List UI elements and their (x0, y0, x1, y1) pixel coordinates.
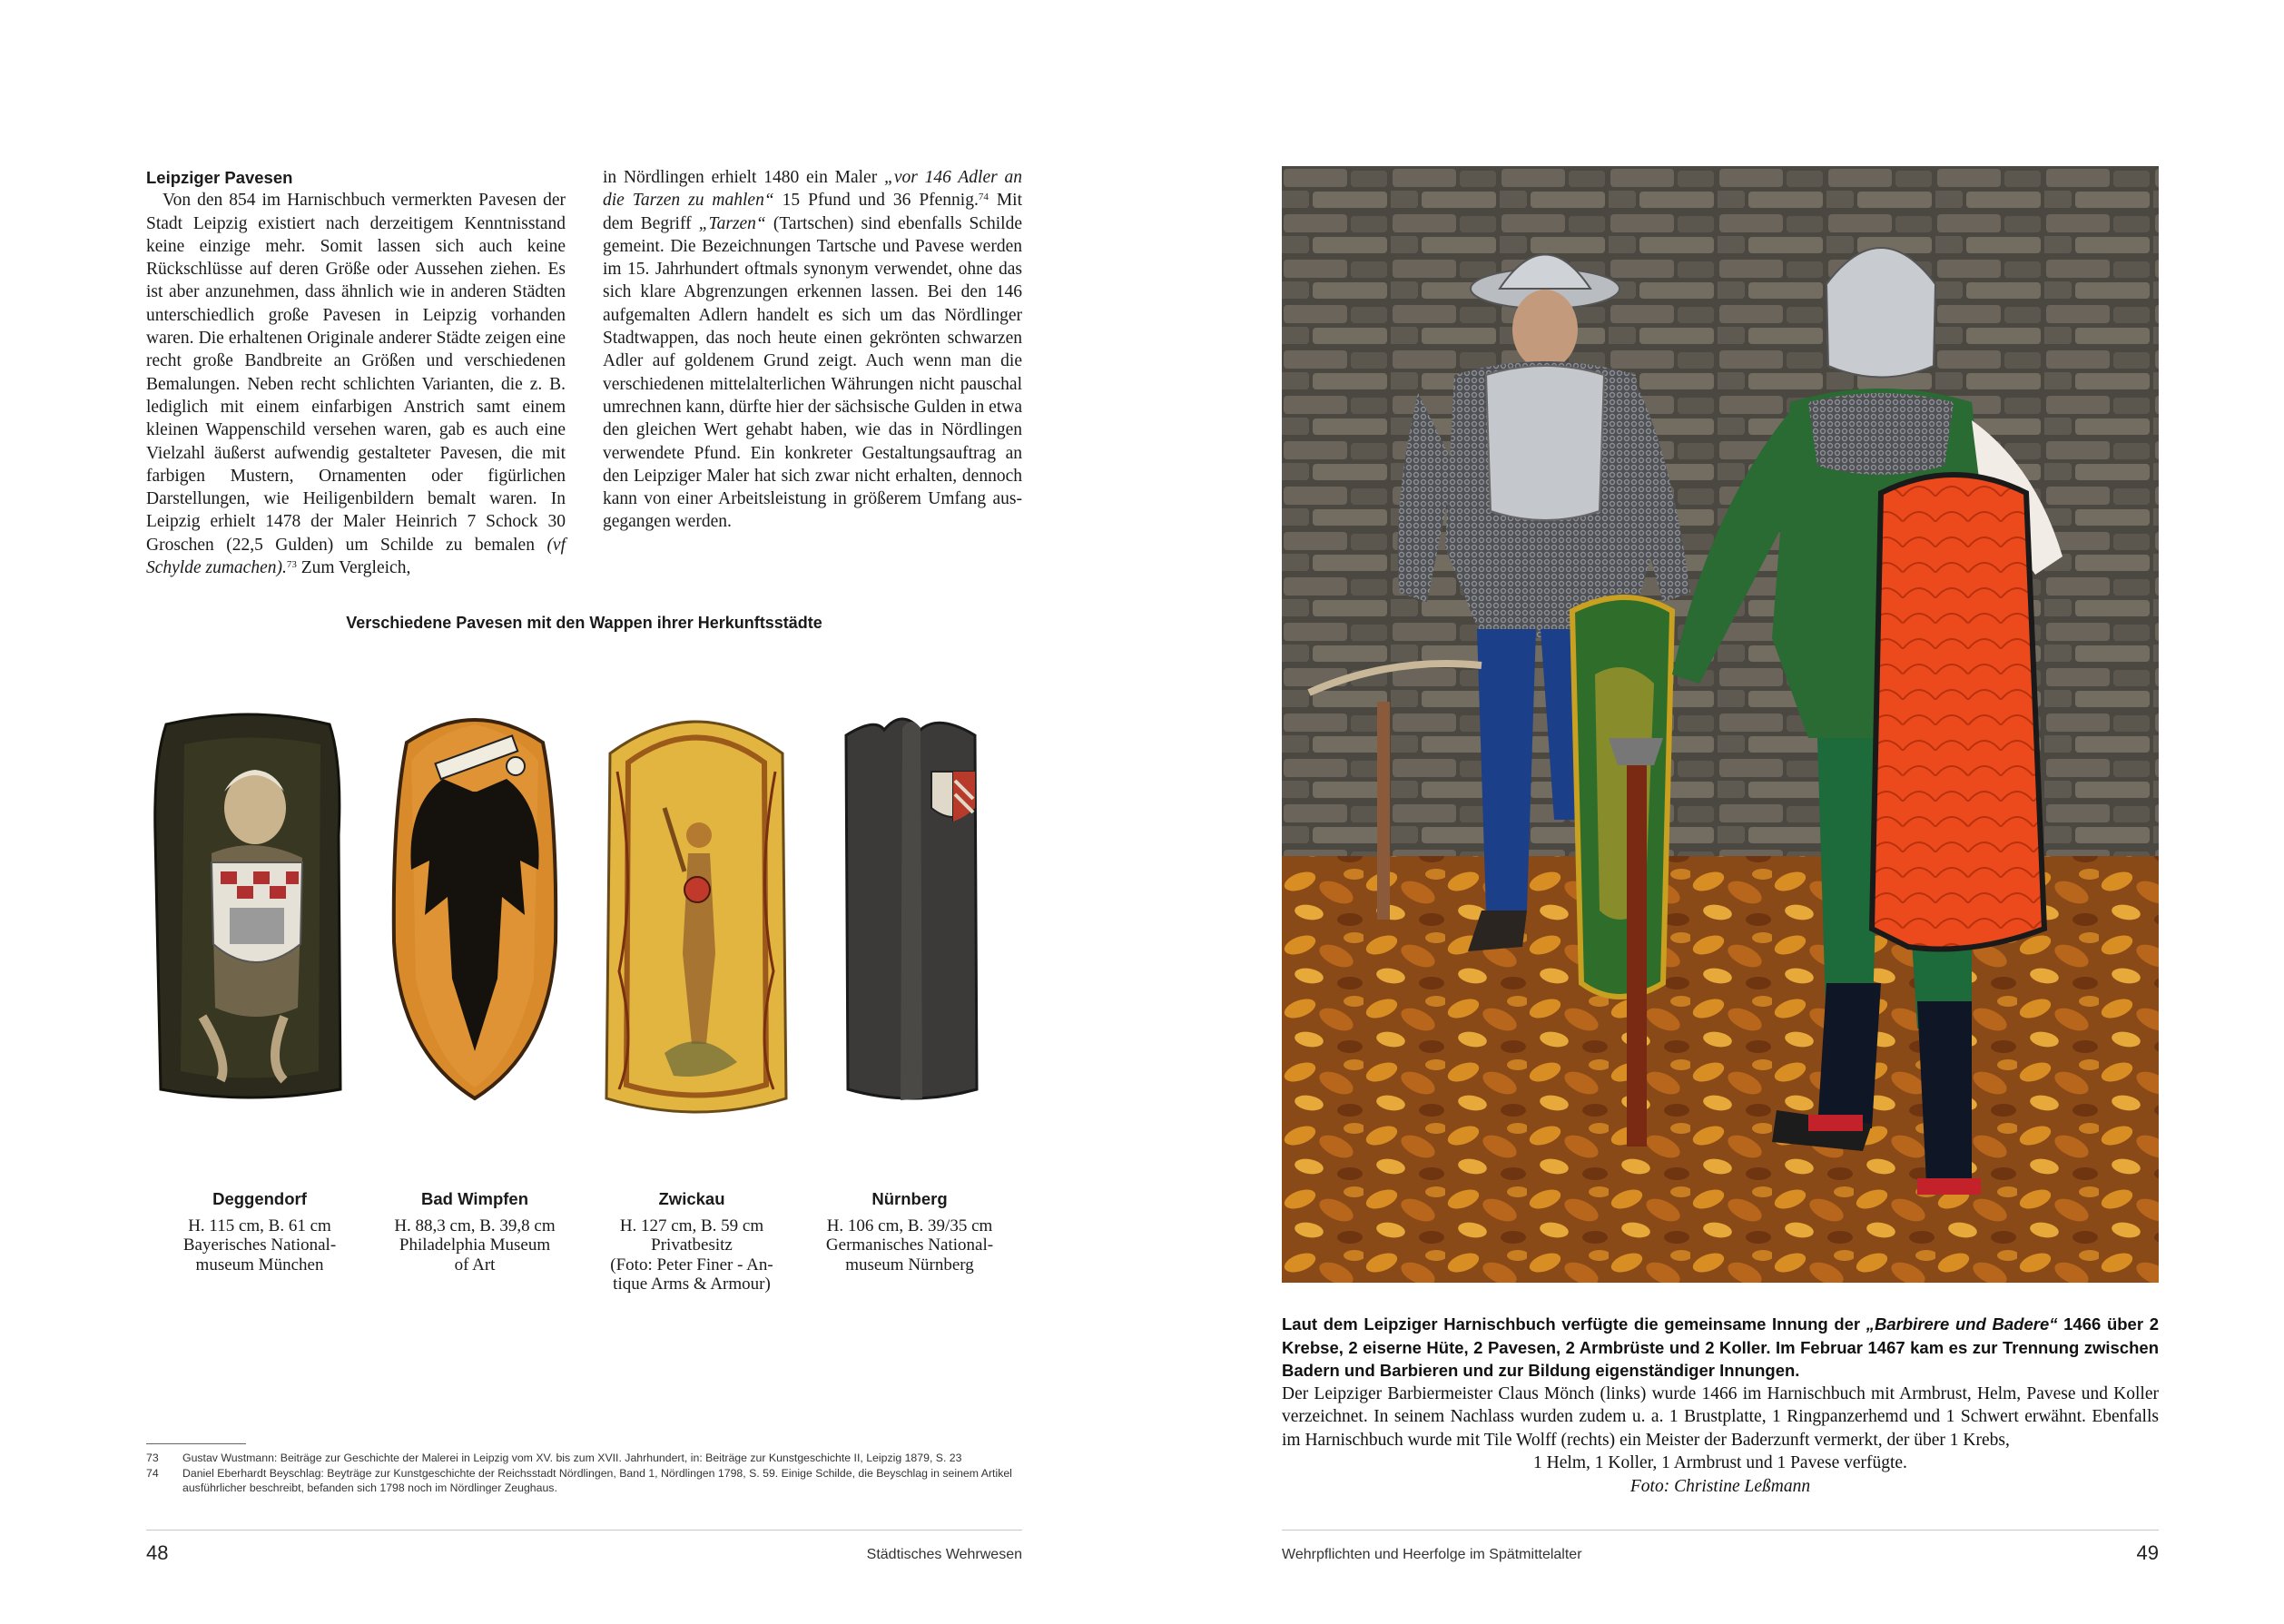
caption-body: Der Leipziger Barbiermeister Claus Mönch (links) wurde 1466 im Harnischbuch mit Armbrust, Helm, Pavese und Koller verzeichnet. In seinem Nachlass wurden zudem u. a. 1 Brustplatte, 1 Ringpanzerhemd und 1 Schwert erwähnt. Ebenfalls im Harnischbuch wurde mit Tile Wolff (rechts) ein Meister der Baderzunft vermerkt, der über 1 Krebs, (1282, 1383, 2159, 1450)
footnotes (146, 1451, 1022, 1496)
knights-photo (1282, 166, 2159, 1283)
photo-credit: Foto: Christine Leßmann (1629, 1476, 1811, 1496)
caption-intro: Laut dem Leipziger Harnischbuch verfügte die gemeinsame Innung der „Barbirere und Badere“ 1466 über 2 Krebse, 2 eiserne Hüte, 2 Pavesen, 2 Armbrüste und 2 Koller. Im Februar 1467 kam es zur Trennung zwischen Badern und Barbieren und zur Bildung eigenständiger Innungen. (1282, 1314, 2159, 1380)
page-number: 48 (146, 1541, 169, 1564)
footnote-divider (146, 1443, 246, 1444)
caption-zwickau: Zwickau H. 127 cm, B. 59 cm Privatbesitz (Foto: Peter Finer - An- tique Arms & Armour) (610, 1189, 773, 1294)
caption-bad-wimpfen: Bad Wimpfen H. 88,3 cm, B. 39,8 cm Philadelphia Museum of Art (394, 1189, 556, 1275)
figure-title: Verschiedene Pavesen mit den Wappen ihrer Herkunftsstädte (346, 614, 822, 632)
body-paragraph-continued: in Nördlingen erhielt 1480 ein Maler „vor 146 Adler an die Tarzen zu mahlen“ 15 Pfund und 36 Pfennig.$^{74}$ Mit dem Begriff „Tarzen“ (Tartschen) sind ebenfalls Schilde gemeint. Die Bezeichnungen Tartsche und Pavese werden im 15. Jahrhundert oftmals synonym verwendet, ohne das sich klare Abgrenzungen erkennen lassen. Bei den 146 aufgemalten Adlern handelt es sich um das Nördlinger Stadtwappen, das noch heute einen gekrönten schwarzen Adler auf goldenem Grund zeigt. Auch wenn man die verschiedenen mittelalterlichen Währungen nicht pauschal umrechnen kann, dürfte hier der sächsische Gulden in etwa den gleichen Wert gehabt haben, wie das in Nördlingen verwendete Pfund. Ein konkreter Gestaltungsauftrag an den Leipziger Maler hat sich zwar nicht erhalten, dennoch kann von einer Arbeitsleistung in größerem Umfang ausgegangen werden. (603, 168, 1022, 532)
page-number-right: 49 (2136, 1541, 2159, 1564)
footnote-74: 74 Daniel Eberhardt Beyschlag: Beyträge zur Kunstgeschichte der Reichsstadt Nördlingen, Band 1, Nördlingen 1798, S. 59. Einige Schilde, die Beyschlag in seinem Artikel ausführlicher beschreibt, befanden sich 1798 noch im Nördlinger Zeughaus. (146, 1466, 1012, 1494)
text-column-2 (603, 166, 1022, 534)
shield-deggendorf-image (148, 708, 348, 1107)
photo-caption (1282, 1313, 2159, 1498)
body-paragraph: Von den 854 im Harnischbuch vermerkten Pavesen der Stadt Leipzig existiert nach derzeitigem Kenntnisstand keine einzige mehr. Somit lassen sich auch keine Rückschlüsse auf deren Größe oder Aussehen ziehen. Es ist aber anzunehmen, dass ähnlich wie in anderen Städten unterschiedlich große Pavesen in Leipzig vorhanden waren. Die erhaltenen Originale anderer Städte zeigen eine recht große Bandbreite an Größen und verschiedenen Bemalungen. Neben recht schlichten Varianten, die z. B. lediglich mit einem einfarbigen Anstrich samt einem kleinen Wappenschild versehen waren, gab es auch eine Vielzahl äußerst aufwendig gestalteter Pavesen, die mit farbigen Mustern, Ornamenten oder figürlichen Darstellungen, wie Heiligenbildern bemalt waren. In Leipzig erhielt 1478 der Maler Heinrich 7 Schock 30 Groschen (22,5 Gulden) um Schilde zu bemalen (vf Schylde zumachen).$^{73}$ Zum Vergleich, (146, 191, 566, 578)
caption-deggendorf: Deggendorf H. 115 cm, B. 61 cm Bayerisches National- museum München (182, 1189, 337, 1275)
text-column-1 (146, 166, 566, 579)
shield-nuernberg-image (839, 708, 984, 1107)
section-heading: Leipziger Pavesen (146, 168, 293, 187)
shield-bad-wimpfen-image (389, 706, 561, 1106)
caption-last-line: 1 Helm, 1 Koller, 1 Armbrust und 1 Pavese verfügte. (1533, 1453, 1907, 1472)
caption-nuernberg: Nürnberg H. 106 cm, B. 39/35 cm Germanisches National- museum Nürnberg (825, 1189, 994, 1275)
running-head-right: Wehrpflichten und Heerfolge im Spätmittelalter (1282, 1547, 1582, 1562)
running-head: Städtisches Wehrwesen (866, 1547, 1022, 1562)
shield-zwickau-image (601, 699, 792, 1126)
footnote-73: 73 Gustav Wustmann: Beiträge zur Geschichte der Malerei in Leipzig vom XV. bis zum XVII. Jahrhundert, in: Beiträge zur Kunstgeschichte II, Leipzig 1879, S. 23 (146, 1452, 962, 1464)
